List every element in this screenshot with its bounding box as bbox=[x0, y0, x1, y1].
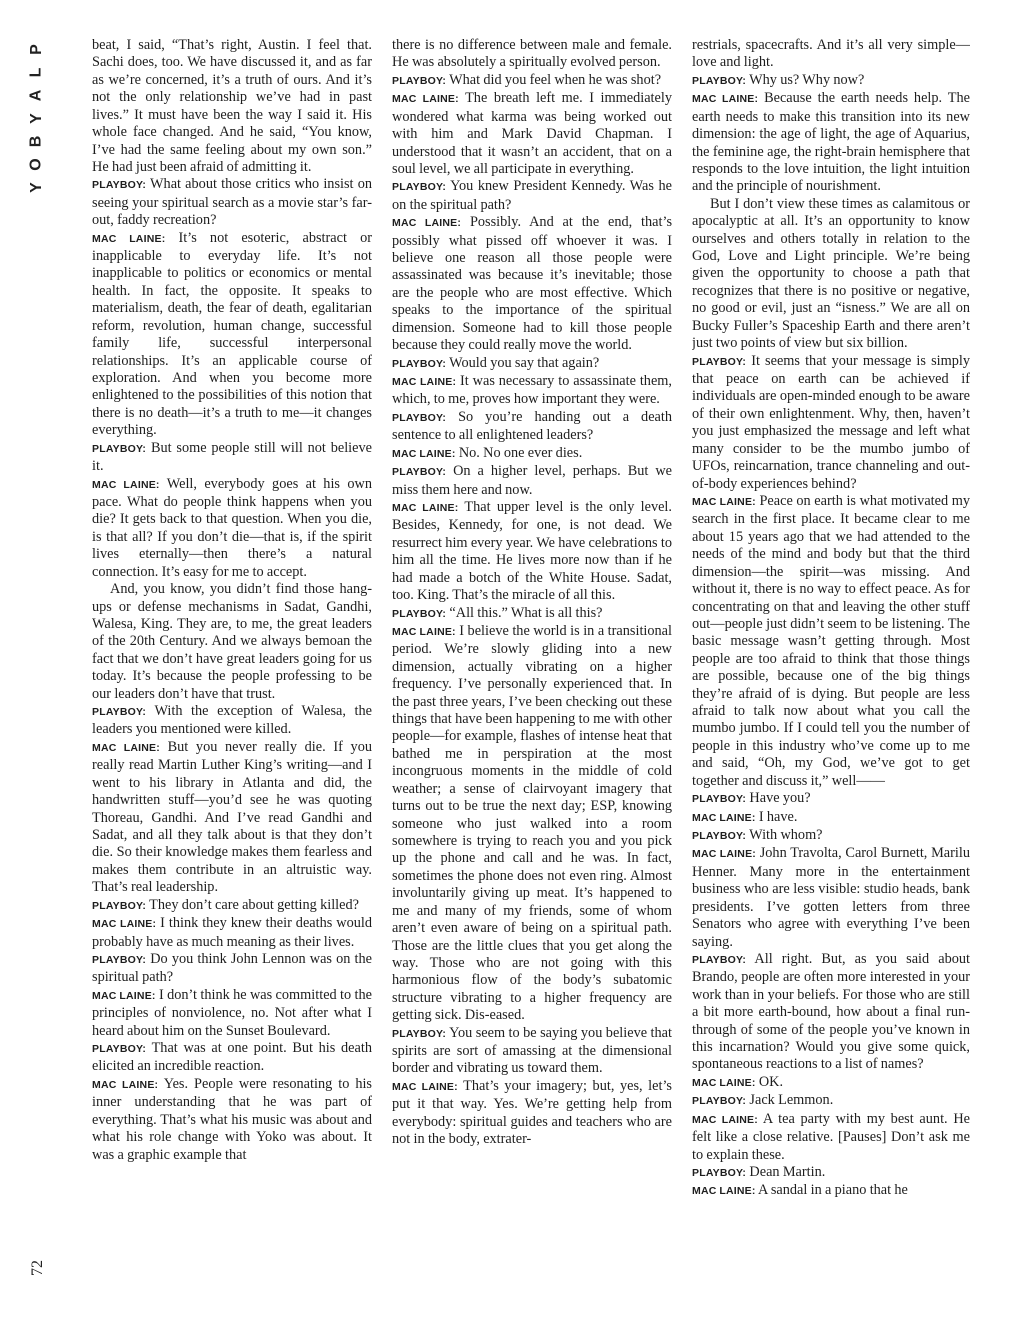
paragraph-text: A tea party with my best aunt. He felt like a close relative. [Pauses] Don’t ask me to explain these. bbox=[692, 1110, 970, 1163]
interview-paragraph bbox=[392, 445, 672, 463]
paragraph-text: It was necessary to assassinate them, which, to me, proves how important they were. bbox=[392, 373, 672, 408]
paragraph-text: That was at one point. But his death elicited an incredible reaction. bbox=[92, 1040, 372, 1075]
side-letter: L bbox=[27, 67, 45, 78]
speaker-label: MAC LAINE: bbox=[392, 447, 456, 460]
speaker-label: PLAYBOY: bbox=[392, 1027, 447, 1040]
paragraph-text: Why us? Why now? bbox=[749, 71, 865, 88]
interview-paragraph bbox=[392, 178, 672, 214]
paragraph-text: But you never really die. If you really read Martin Luther King’s writing—and I went to his library in Atlanta and did, the handwritten stuff—you’d see he was quoting Thoreau, Gandhi. And I’ve read Gandhi and Sadat, and all they talk about is that they don’t die. So their knowledge makes them fearless and makes them contribute in an altruistic way. That’s real leadership. bbox=[92, 738, 372, 896]
paragraph-text: What did you feel when he was shot? bbox=[449, 71, 662, 88]
paragraph-text: Because the earth needs help. The earth needs to make this transition into its new dimension: the age of light, the age of Aquarius, the feminine age, the right-brain hemisphere that responds to the love intuition, the light intuition and the principle of nourishment. bbox=[692, 90, 970, 195]
speaker-label: PLAYBOY: bbox=[692, 829, 747, 842]
side-letter: Y bbox=[27, 113, 45, 124]
speaker-label: PLAYBOY: bbox=[92, 899, 147, 912]
paragraph-text: Possibly. And at the end, that’s possibly what pissed off whoever it was. I believe one reason all those people were assassinated was because it’s inevitable; those are the people who are most effective. Which speaks to the importance of the spiritual dimension. Someone had to kill those people because they could really move the world. bbox=[392, 214, 672, 354]
paragraph-text: John Travolta, Carol Burnett, Marilu Henner. Many more in the entertainment business who are less visible: studio heads, bank presidents. I’ve gotten letters from three Senators who agree with everything I’ve been saying. bbox=[692, 845, 970, 950]
side-letter: O bbox=[27, 158, 45, 171]
interview-paragraph bbox=[92, 1040, 372, 1076]
speaker-label: MAC LAINE: bbox=[392, 625, 456, 638]
interview-paragraph bbox=[692, 1074, 970, 1092]
speaker-label: MAC LAINE: bbox=[692, 1113, 758, 1126]
paragraph-text: Have you? bbox=[749, 790, 811, 807]
speaker-label: MAC LAINE: bbox=[392, 1080, 458, 1093]
paragraph-text: That upper level is the only level. Besides, Kennedy, for one, is not dead. We resurrect him every year. We have celebrations to him all the time. He lives more now than if he had made a botch of the White House. Sadat, too. King. That’s the miracle of all this. bbox=[392, 498, 672, 604]
speaker-label: MAC LAINE: bbox=[92, 478, 160, 491]
side-letter: P bbox=[27, 44, 45, 55]
paragraph-text: Yes. People were resonating to his inner understanding that he was part of everything. That’s what his music was about and what his role change with Yoko was about. It was a graphic example that bbox=[92, 1075, 372, 1163]
paragraph-text: Do you think John Lennon was on the spiritual path? bbox=[92, 950, 372, 986]
speaker-label: MAC LAINE: bbox=[92, 918, 157, 931]
page-number: 72 bbox=[29, 1260, 46, 1276]
speaker-label: MAC LAINE: bbox=[392, 501, 459, 514]
interview-paragraph bbox=[692, 37, 970, 72]
speaker-label: PLAYBOY: bbox=[392, 74, 447, 87]
paragraph-text: They don’t care about getting killed? bbox=[149, 896, 359, 913]
paragraph-text: “All this.” What is all this? bbox=[449, 604, 603, 621]
interview-paragraph bbox=[692, 1092, 970, 1110]
interview-paragraph bbox=[692, 353, 970, 493]
speaker-label: MAC LAINE: bbox=[92, 1078, 159, 1091]
speaker-label: PLAYBOY: bbox=[92, 706, 147, 719]
paragraph-text: You seem to be saying you believe that spirits are sort of amassing at the dimensional border and vibrating us toward them. bbox=[392, 1024, 672, 1077]
speaker-label: PLAYBOY: bbox=[92, 953, 147, 966]
paragraph-text: I think they knew their deaths would probably have as much meaning as their lives. bbox=[92, 915, 372, 950]
interview-paragraph bbox=[692, 827, 970, 845]
speaker-label: MAC LAINE: bbox=[692, 93, 759, 106]
interview-paragraph bbox=[392, 623, 672, 1025]
text-column-1 bbox=[92, 37, 372, 1287]
interview-paragraph bbox=[392, 1025, 672, 1078]
paragraph-text: You knew President Kennedy. Was he on the spiritual path? bbox=[392, 178, 672, 213]
paragraph-text: Would you say that again? bbox=[449, 354, 600, 371]
interview-paragraph bbox=[692, 196, 970, 353]
interview-paragraph bbox=[392, 409, 672, 445]
speaker-label: MAC LAINE: bbox=[92, 232, 166, 245]
speaker-label: MAC LAINE: bbox=[692, 811, 756, 824]
speaker-label: MAC LAINE: bbox=[692, 848, 756, 861]
paragraph-text: But some people still will not believe it. bbox=[92, 439, 372, 475]
interview-paragraph bbox=[392, 355, 672, 373]
paragraph-text: beat, I said, “That’s right, Austin. I feel that. Sachi does, too. We have discussed it, and as far as we’re concerned, it’s a truth of ours. And it’s not the only relationship we’ve had in past lives.” It must have been the way I said it. His whole face changed. And he said, “You know, I’ve had the same feeling about my own son.” He had just been afraid of admitting it. bbox=[92, 37, 372, 175]
paragraph-text: restrials, spacecrafts. And it’s all very simple—love and light. bbox=[692, 37, 970, 71]
paragraph-text: A sandal in a piano that he bbox=[758, 1182, 908, 1199]
interview-paragraph bbox=[92, 739, 372, 897]
paragraph-text: Jack Lemmon. bbox=[749, 1092, 834, 1109]
paragraph-text: But I don’t view these times as calamitous or apocalyptic at all. It’s an opportunity to know ourselves and others totally in relation to the God, Love and Light principle. We’re being given the opportunity to choose a path that recognizes that there is no positive or negative, no good or evil, just an “isness.” We are all on Bucky Fuller’s Spaceship Earth and there aren’t just two points of view but six billion. bbox=[692, 195, 970, 352]
interview-paragraph bbox=[692, 809, 970, 827]
speaker-label: PLAYBOY: bbox=[392, 607, 447, 620]
speaker-label: MAC LAINE: bbox=[392, 93, 459, 106]
interview-paragraph bbox=[92, 476, 372, 582]
interview-paragraph bbox=[692, 72, 970, 90]
speaker-label: PLAYBOY: bbox=[92, 1043, 147, 1056]
interview-paragraph bbox=[692, 1164, 970, 1182]
interview-paragraph bbox=[392, 499, 672, 605]
paragraph-text: On a higher level, perhaps. But we miss them here and now. bbox=[392, 463, 672, 498]
speaker-label: MAC LAINE: bbox=[392, 217, 462, 230]
speaker-label: MAC LAINE: bbox=[392, 376, 457, 389]
paragraph-text: OK. bbox=[758, 1073, 784, 1090]
paragraph-text: That’s your imagery; but, yes, let’s put it that way. Yes. We’re getting help from everybody: spiritual guides and teachers who are not in the body, extrater- bbox=[392, 1077, 672, 1148]
speaker-label: PLAYBOY: bbox=[92, 442, 147, 455]
speaker-label: PLAYBOY: bbox=[692, 74, 747, 87]
side-letter: Y bbox=[27, 182, 45, 193]
interview-paragraph bbox=[692, 790, 970, 808]
interview-paragraph bbox=[92, 897, 372, 915]
interview-paragraph bbox=[692, 1182, 970, 1200]
speaker-label: PLAYBOY: bbox=[692, 793, 747, 806]
interview-paragraph bbox=[392, 72, 672, 90]
speaker-label: PLAYBOY: bbox=[692, 953, 747, 966]
interview-paragraph bbox=[92, 703, 372, 739]
paragraph-text: It seems that your message is simply that peace on earth can be achieved if individuals are open-minded enough to be aware of their own enlightenment. Why, then, haven’t you just emphasized the message and left what many consider to be the mumbo jumbo of UFOs, reincarnation, trance channeling and out-of-body experiences behind? bbox=[692, 352, 970, 492]
interview-paragraph bbox=[92, 230, 372, 440]
paragraph-text: The breath left me. I immediately wondered what karma was being worked out with him and Mark David Chapman. I understood that it wasn’t an accident, that on a soul level, we all participate in everything. bbox=[392, 90, 672, 177]
interview-paragraph bbox=[392, 214, 672, 354]
speaker-label: PLAYBOY: bbox=[392, 411, 447, 424]
interview-paragraph bbox=[392, 37, 672, 72]
speaker-label: MAC LAINE: bbox=[92, 741, 160, 754]
interview-paragraph bbox=[392, 605, 672, 623]
speaker-label: PLAYBOY: bbox=[392, 466, 447, 479]
interview-paragraph bbox=[692, 1111, 970, 1164]
paragraph-text: I have. bbox=[758, 808, 798, 825]
interview-paragraph bbox=[92, 1076, 372, 1164]
paragraph-text: Well, everybody goes at his own pace. What do people think happens when you die? It gets back to that question. When you die, is that all? If you don’t die—that is, if the spirit lives eternally—then there’s a natural connection. It’s easy for me to accept. bbox=[92, 475, 372, 580]
interview-paragraph bbox=[692, 90, 970, 196]
paragraph-text: Peace on earth is what motivated my search in the first place. It became clear to me about 15 years ago that we had attended to the needs of the mind and body but that the third dimension—the spirit—was missing. And without it, there is no way to effect peace. As for concentrating on that and leaving the other stuff out—people just didn’t seem to be listening. The basic message wasn’t getting through. Most people are too afraid to think that those things are possible, because one of the big things they’re afraid of is dying. But people are less afraid to talk now about what you call the mumbo jumbo. If I could tell you the number of people in this industry who’ve come up to me and said, “Oh, my God, we’ve got to get together and discuss it,” well—— bbox=[692, 492, 970, 789]
speaker-label: PLAYBOY: bbox=[692, 1095, 747, 1108]
interview-paragraph bbox=[92, 915, 372, 951]
paragraph-text: No. No one ever dies. bbox=[458, 444, 583, 461]
interview-paragraph bbox=[692, 845, 970, 951]
interview-paragraph bbox=[392, 1078, 672, 1149]
interview-paragraph bbox=[92, 37, 372, 176]
paragraph-text: So you’re handing out a death sentence to all enlightened leaders? bbox=[392, 408, 672, 444]
interview-paragraph bbox=[392, 90, 672, 178]
interview-paragraph bbox=[92, 176, 372, 229]
text-column-3 bbox=[692, 37, 970, 1287]
paragraph-text: All right. But, as you said about Brando, people are often more interested in your work than in your beliefs. For those who are still a bit more earth-bound, how about a final run-through of some of the people you’ve known in this incarnation? Would you give some quick, spontaneous reactions to a list of names? bbox=[692, 950, 970, 1073]
paragraph-text: With whom? bbox=[749, 826, 823, 843]
speaker-label: MAC LAINE: bbox=[92, 989, 156, 1002]
interview-paragraph bbox=[92, 581, 372, 703]
side-letter: A bbox=[27, 89, 45, 102]
paragraph-text: It’s not esoteric, abstract or inapplicable to everyday life. It’s not inapplicable to politics or economics or mental health. In fact, the opposite. It speaks to materialism, death, the fear of death, egalitarian reform, revolution, human change, successful family life, successful interpersonal relationships. It’s an applicable course of exploration. And when you become more enlightened to the possibilities of this notion that there is no death—it’s a truth to me—it changes everything. bbox=[92, 229, 372, 439]
paragraph-text: With the exception of Walesa, the leaders you mentioned were killed. bbox=[92, 703, 372, 738]
side-letter: B bbox=[27, 135, 45, 148]
speaker-label: PLAYBOY: bbox=[692, 1167, 747, 1179]
paragraph-text: I don’t think he was committed to the principles of nonviolence, no. Not after what I heard about him on the Sunset Boulevard. bbox=[92, 986, 372, 1039]
speaker-label: MAC LAINE: bbox=[692, 1076, 756, 1089]
paragraph-text: Dean Martin. bbox=[749, 1164, 826, 1180]
interview-paragraph bbox=[692, 493, 970, 790]
speaker-label: MAC LAINE: bbox=[692, 1185, 756, 1198]
speaker-label: PLAYBOY: bbox=[692, 355, 747, 368]
interview-paragraph bbox=[92, 951, 372, 987]
interview-paragraph bbox=[92, 440, 372, 476]
interview-paragraph bbox=[92, 987, 372, 1040]
interview-paragraph bbox=[692, 951, 970, 1074]
magazine-side-label bbox=[24, 38, 48, 199]
paragraph-text: And, you know, you didn’t find those hang-ups or defense mechanisms in Sadat, Gandhi, Walesa, King. They are, to me, the great leaders of the 20th Century. And we always bemoan the fact that we don’t have great leaders going for us today. It’s because the people professing to be our leaders don’t have that trust. bbox=[92, 581, 372, 702]
speaker-label: MAC LAINE: bbox=[692, 495, 756, 508]
interview-paragraph bbox=[392, 463, 672, 499]
speaker-label: PLAYBOY: bbox=[392, 181, 447, 194]
paragraph-text: I believe the world is in a transitional period. We’re slowly gliding into a new dimension, actually vibrating on a higher frequency. I’ve personally experienced that. In the past three years, I’ve been checking out these things that have been happening to me with other people—for example, flashes of intense heat that bathed me in perspiration at the most incongruous moments in the middle of cold weather; a sense of clairvoyant imagery that turns out to be true the next day; ESP, knowing someone who just walked into a room somewhere is trying to reach you and you pick up the phone and call and he was. In fact, sometimes the phone does not even ring. Almost involuntarily giving up meat. It’s happened to me and many of my friends, some of whom aren’t even aware of being on a spiritual path. Those are the little clues that you get along the way. Those who are not going with this harmonious flow of the body’s subatomic structure vibrating to a higher frequency are getting sick. Dis-eased. bbox=[392, 622, 672, 1024]
speaker-label: PLAYBOY: bbox=[392, 357, 447, 370]
text-column-2 bbox=[392, 37, 672, 1287]
paragraph-text: What about those critics who insist on seeing your spiritual search as a movie star’s far-out, faddy recreation? bbox=[92, 176, 372, 229]
speaker-label: PLAYBOY: bbox=[92, 179, 147, 192]
interview-paragraph bbox=[392, 373, 672, 409]
paragraph-text: there is no difference between male and female. He was absolutely a spiritually evolved person. bbox=[392, 37, 672, 71]
